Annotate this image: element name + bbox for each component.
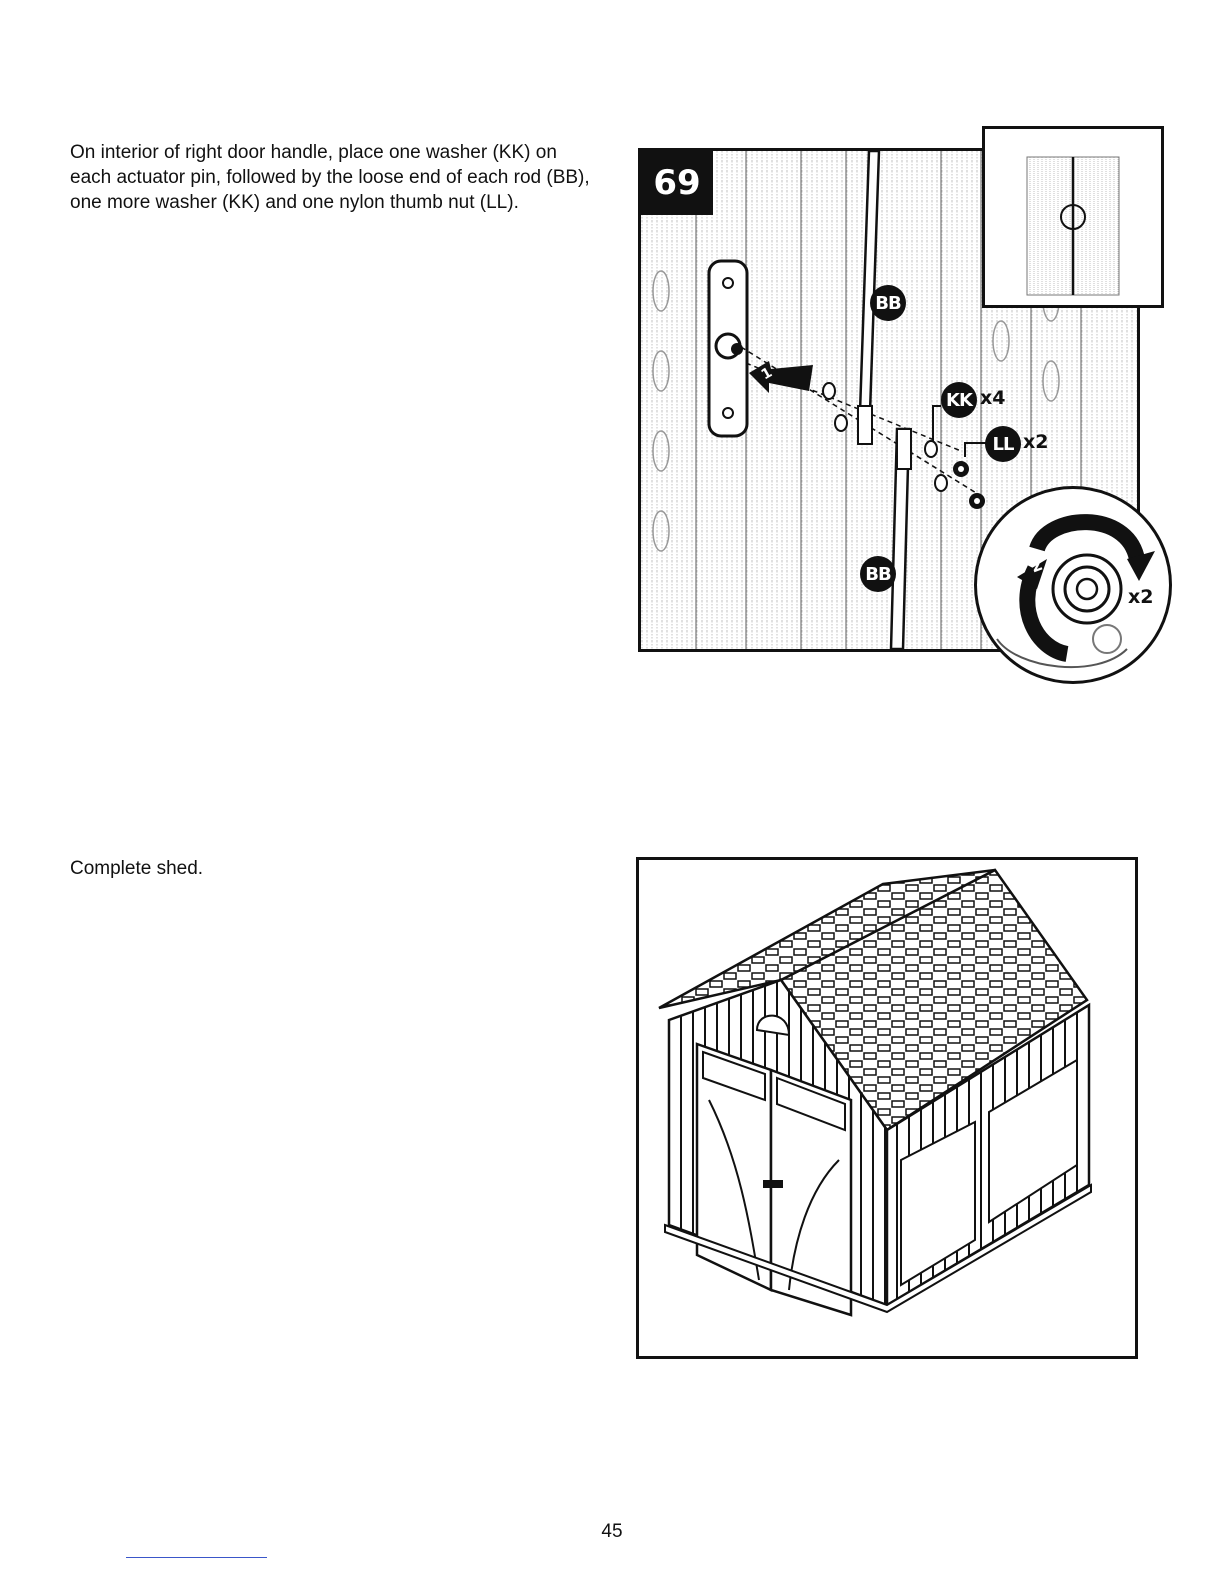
locator-inset: [982, 126, 1164, 308]
step-number: 69: [641, 151, 713, 215]
page-number: 45: [601, 1521, 623, 1542]
thumb-nut-quantity: x2: [1023, 431, 1049, 453]
zoom-detail: [974, 486, 1172, 684]
complete-shed-figure: [636, 857, 1138, 1359]
zoom-quantity: x2: [1128, 586, 1154, 608]
arrow-step-1-label: 1: [758, 364, 776, 384]
washer-quantity: x4: [980, 387, 1006, 409]
part-label-rod-upper: BB: [870, 285, 906, 321]
step-complete-instruction: Complete shed.: [70, 858, 204, 879]
part-label-thumb-nut: LL: [985, 426, 1021, 462]
arrow-step-2-label: 2: [1028, 554, 1046, 577]
step-69-instruction: On interior of right door handle, place one washer (KK) on each actuator pin, followed by the loose end of each rod (BB), one more washer (KK) and one nylon thumb nut (LL).: [70, 142, 590, 213]
footer-rule: [126, 1557, 267, 1558]
part-label-rod-lower: BB: [860, 556, 896, 592]
part-label-washer: KK: [941, 382, 977, 418]
shed-illustration: [639, 860, 1135, 1356]
